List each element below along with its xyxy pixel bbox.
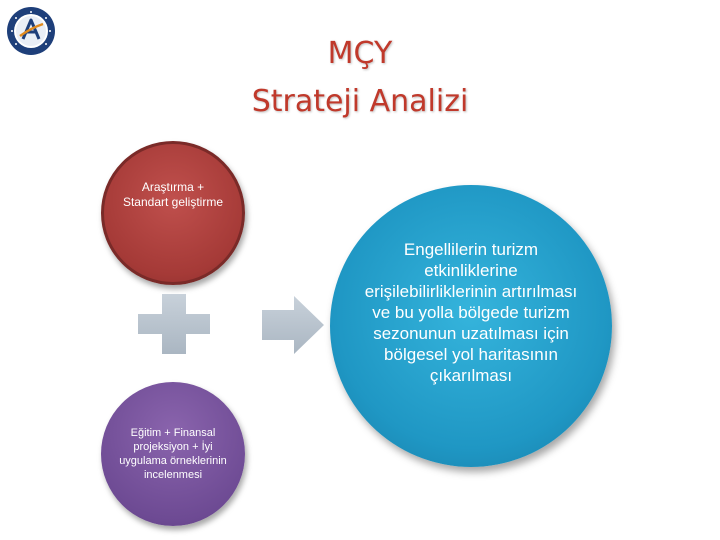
result-circle-label: Engellilerin turizm etkinliklerine erişilebilirliklerinin artırılması ve bu yolla bölgede turizm sezonunun uzatılması için bölgesel yol haritasının çıkarılması [364,239,578,385]
right-arrow-icon [262,296,324,354]
result-circle [330,185,612,467]
input-circle-top [101,141,245,285]
input-circle-bottom-label: Eğitim + Finansal projeksiyon + İyi uygulama örneklerinin incelenmesi [119,427,227,481]
title-line-2: Strateji Analizi [251,84,469,119]
title-line-1: MÇY [327,36,393,71]
plus-icon [138,294,210,354]
input-circle-bottom [101,382,245,526]
input-circle-top-label: Araştırma + Standart geliştirme [122,180,224,209]
